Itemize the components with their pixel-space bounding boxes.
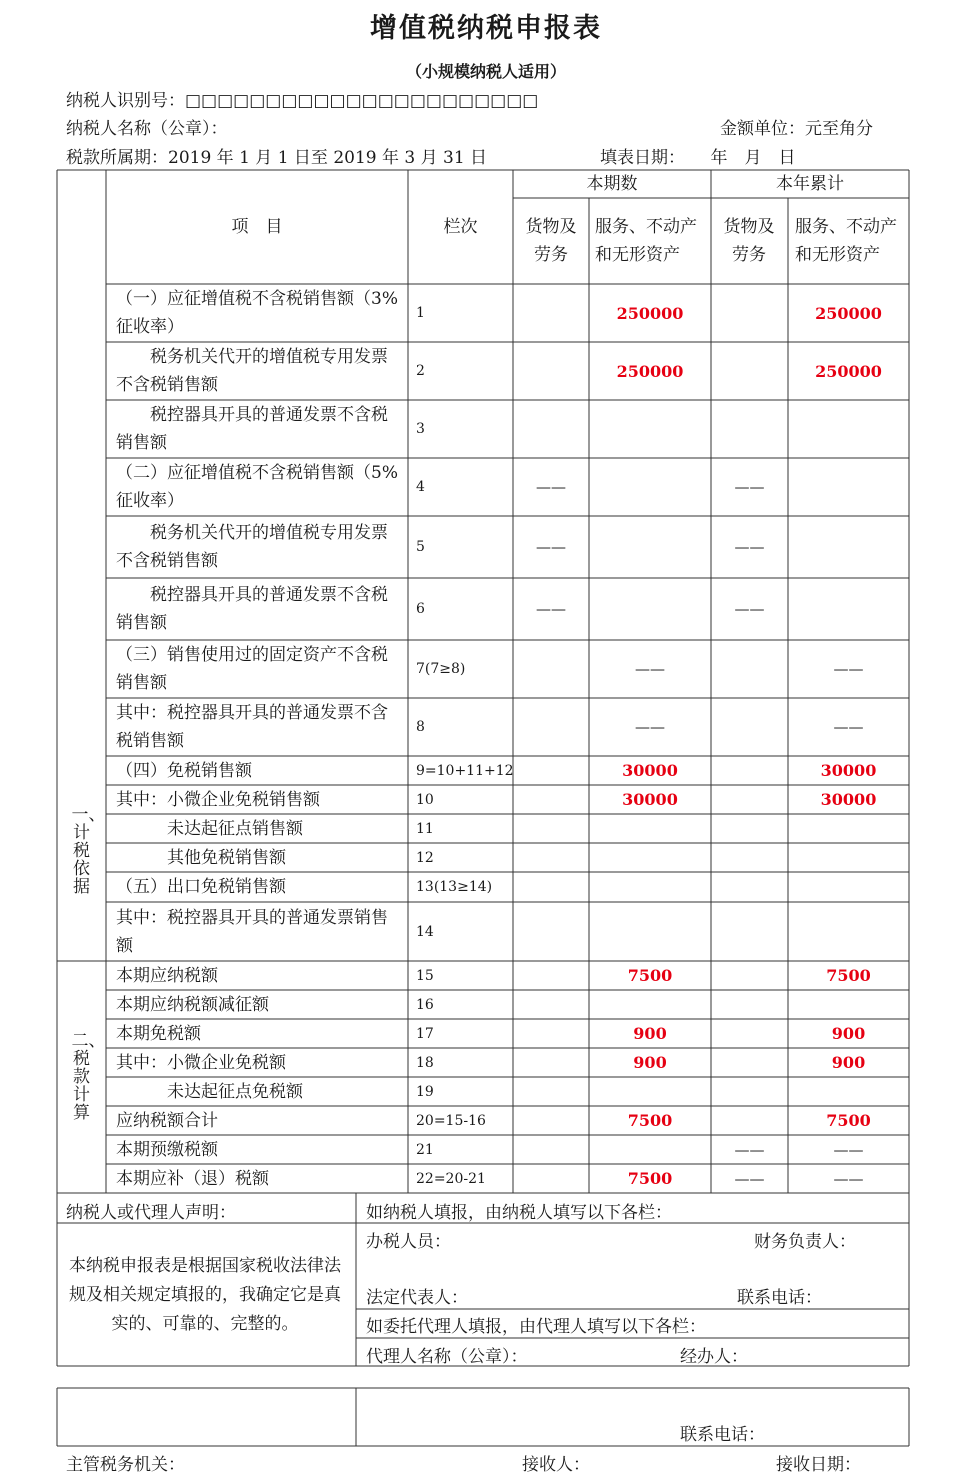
row-value-cur-goods: —— <box>536 538 566 556</box>
row-code: 5 <box>416 539 425 555</box>
row-code: 18 <box>416 1054 434 1071</box>
row-item-label: （四）免税销售额 <box>116 760 252 781</box>
row-code: 9=10+11+12 <box>416 762 514 779</box>
row-value-cur-svc: 250000 <box>616 361 684 381</box>
row-value-ytd-goods <box>711 1048 788 1077</box>
row-code: 1 <box>416 305 425 321</box>
row-value-ytd-goods <box>711 640 788 698</box>
row-value-cur-goods <box>513 785 589 814</box>
row-value-ytd-goods <box>711 872 788 902</box>
row-code: 2 <box>416 363 425 379</box>
row-value-ytd-goods <box>711 756 788 785</box>
row-item-label: 本期应补（退）税额 <box>116 1168 269 1189</box>
section-label-calc: 二、税款计算 <box>71 1031 106 1123</box>
row-value-ytd-goods <box>711 961 788 990</box>
section-basis-cell <box>57 170 106 961</box>
self-fill-instruction: 如纳税人填报，由纳税人填写以下各栏： <box>366 1203 672 1223</box>
row-value-ytd-goods <box>711 990 788 1019</box>
row-value-cur-goods <box>513 1048 589 1077</box>
taxpayer-id: 纳税人识别号：□□□□□□□□□□□□□□□□□□□□□□ <box>66 91 539 111</box>
row-value-cur-svc: 7500 <box>627 1111 673 1130</box>
row-code: 6 <box>416 601 425 617</box>
row-value-ytd-goods <box>711 284 788 342</box>
footer-phone-label: 联系电话： <box>680 1425 765 1445</box>
row-item-label: 其中：小微企业免税销售额 <box>116 789 320 810</box>
row-item-label: 其中：税控器具开具的普通发票销售额 <box>116 907 388 956</box>
row-value-ytd-svc: —— <box>833 718 864 736</box>
row-item-label: 税控器具开具的普通发票不含税销售额 <box>116 405 388 453</box>
row-code: 19 <box>416 1083 434 1100</box>
row-value-cur-svc: 7500 <box>627 966 673 985</box>
row-value-ytd-svc <box>788 843 909 872</box>
row-item-label: 本期预缴税额 <box>116 1139 218 1160</box>
row-code: 21 <box>416 1141 434 1158</box>
row-item-label: 本期应纳税额减征额 <box>116 994 269 1015</box>
row-value-ytd-svc: —— <box>833 1140 864 1159</box>
row-code: 8 <box>416 719 425 735</box>
row-value-cur-goods <box>513 400 589 458</box>
row-value-ytd-goods: —— <box>734 1140 765 1159</box>
column-header-services-current: 服务、不动产和无形资产 <box>595 217 697 265</box>
row-value-cur-svc: 900 <box>633 1024 667 1043</box>
row-value-cur-svc: 30000 <box>622 790 678 809</box>
row-code: 13(13≥14) <box>416 879 493 895</box>
row-code: 16 <box>416 996 434 1013</box>
row-value-cur-goods <box>513 640 589 698</box>
taxpayer-name: 纳税人名称（公章）： <box>66 119 228 139</box>
row-value-ytd-svc: 900 <box>831 1024 866 1043</box>
row-value-cur-svc <box>589 990 711 1019</box>
row-value-cur-svc <box>589 516 711 578</box>
column-header-item: 项 目 <box>231 217 283 237</box>
row-value-cur-svc: 250000 <box>616 303 684 323</box>
row-value-ytd-goods <box>711 1077 788 1106</box>
row-value-ytd-svc: 7500 <box>826 1111 871 1130</box>
currency-unit: 金额单位：元至角分 <box>720 119 873 139</box>
column-header-current-period: 本期数 <box>586 174 638 194</box>
row-item-label: 本期应纳税额 <box>116 965 218 986</box>
row-value-ytd-svc <box>788 1077 909 1106</box>
column-header-services-ytd: 服务、不动产和无形资产 <box>795 217 897 265</box>
row-code: 15 <box>416 967 434 984</box>
row-value-cur-svc <box>589 902 711 961</box>
declaration-label: 纳税人或代理人声明： <box>66 1203 236 1223</box>
form-subtitle: （小规模纳税人适用） <box>405 62 566 81</box>
row-value-ytd-goods <box>711 698 788 756</box>
row-value-ytd-svc <box>788 902 909 961</box>
row-value-cur-goods <box>513 342 589 400</box>
row-value-ytd-svc <box>788 990 909 1019</box>
row-value-ytd-svc <box>788 516 909 578</box>
agent-name-label: 代理人名称（公章）： <box>366 1347 528 1367</box>
row-value-ytd-goods <box>711 902 788 961</box>
row-value-ytd-svc <box>788 872 909 902</box>
row-value-cur-goods <box>513 698 589 756</box>
row-value-ytd-goods <box>711 814 788 843</box>
row-item-label: （一）应征增值税不含税销售额（3%征收率） <box>116 289 398 337</box>
tax-authority-label: 主管税务机关： <box>66 1455 185 1475</box>
row-value-cur-goods <box>513 756 589 785</box>
receive-date-label: 接收日期： <box>776 1455 861 1475</box>
row-value-cur-goods: —— <box>536 600 566 618</box>
row-value-cur-svc <box>589 1077 711 1106</box>
row-value-cur-svc <box>589 1135 711 1164</box>
row-code: 10 <box>416 791 434 808</box>
finance-head-label: 财务负责人： <box>754 1232 856 1252</box>
declaration-text: 本纳税申报表是根据国家税收法律法规及相关规定填报的，我确定它是真实的、可靠的、完整的。 <box>69 1255 341 1334</box>
form-title: 增值税纳税申报表 <box>370 13 602 44</box>
row-item-label: （二）应征增值税不含税销售额（5%征收率） <box>116 463 398 511</box>
row-value-cur-goods <box>513 872 589 902</box>
row-value-cur-goods <box>513 990 589 1019</box>
row-value-ytd-svc: 250000 <box>815 303 882 323</box>
row-value-ytd-svc: —— <box>833 660 864 678</box>
fill-date: 填表日期： 年 月 日 <box>600 148 796 168</box>
row-value-cur-goods <box>513 1019 589 1048</box>
phone-label: 联系电话： <box>737 1288 822 1308</box>
row-value-cur-goods <box>513 284 589 342</box>
row-value-cur-goods <box>513 902 589 961</box>
row-value-ytd-goods <box>711 1019 788 1048</box>
row-item-label: 未达起征点免税额 <box>116 1081 303 1102</box>
row-value-cur-goods <box>513 843 589 872</box>
row-value-ytd-goods: —— <box>734 478 765 496</box>
row-value-cur-svc <box>589 458 711 516</box>
row-value-ytd-goods <box>711 843 788 872</box>
row-value-ytd-goods <box>711 1106 788 1135</box>
row-value-cur-goods <box>513 1135 589 1164</box>
row-value-ytd-goods: —— <box>734 600 765 618</box>
row-value-ytd-svc: 250000 <box>815 361 882 381</box>
row-value-cur-goods: —— <box>536 478 566 496</box>
row-code: 4 <box>416 479 425 495</box>
row-code: 12 <box>416 849 434 866</box>
row-item-label: 本期免税额 <box>116 1023 201 1044</box>
row-item-label: 其中：小微企业免税额 <box>116 1052 286 1073</box>
row-item-label: 其他免税销售额 <box>116 847 286 868</box>
row-value-ytd-svc <box>788 400 909 458</box>
handler-label: 经办人： <box>680 1347 748 1367</box>
row-value-ytd-svc: 7500 <box>826 966 871 985</box>
row-item-label: 税务机关代开的增值税专用发票不含税销售额 <box>116 347 388 395</box>
row-code: 22=20-21 <box>416 1170 486 1187</box>
row-value-cur-svc <box>589 843 711 872</box>
row-value-cur-svc: —— <box>635 660 665 678</box>
receiver-label: 接收人： <box>522 1455 590 1475</box>
row-value-ytd-goods: —— <box>734 538 765 556</box>
row-code: 7(7≥8) <box>416 661 466 677</box>
row-value-ytd-svc: 30000 <box>820 790 877 809</box>
row-item-label: 应纳税额合计 <box>116 1110 218 1131</box>
section-label-basis: 一、计税依据 <box>71 804 106 897</box>
row-code: 14 <box>416 923 434 940</box>
row-value-ytd-svc: 30000 <box>820 761 877 780</box>
row-value-ytd-goods <box>711 342 788 400</box>
row-value-cur-goods <box>513 1164 589 1193</box>
row-item-label: （五）出口免税销售额 <box>116 877 286 897</box>
row-value-cur-svc <box>589 578 711 640</box>
row-value-ytd-svc <box>788 458 909 516</box>
row-value-ytd-svc <box>788 814 909 843</box>
row-value-cur-svc <box>589 872 711 902</box>
row-value-cur-svc: —— <box>635 718 665 736</box>
section-calc-cell <box>57 961 106 1193</box>
row-value-cur-goods <box>513 814 589 843</box>
row-value-cur-svc: 30000 <box>622 761 678 780</box>
row-value-cur-goods <box>513 1077 589 1106</box>
row-value-ytd-goods: —— <box>734 1169 765 1188</box>
column-header-year-cumulative: 本年累计 <box>776 174 844 194</box>
row-value-cur-svc <box>589 400 711 458</box>
row-code: 17 <box>416 1025 434 1042</box>
row-item-label: （三）销售使用过的固定资产不含税销售额 <box>116 645 388 693</box>
row-value-ytd-goods <box>711 785 788 814</box>
legal-rep-label: 法定代表人： <box>366 1288 468 1308</box>
row-code: 11 <box>416 820 434 837</box>
row-code: 3 <box>416 421 425 437</box>
tax-period: 税款所属期：2019 年 1 月 1 日至 2019 年 3 月 31 日 <box>66 148 488 168</box>
column-header-goods-current: 货物及劳务 <box>525 217 577 265</box>
row-value-ytd-svc <box>788 578 909 640</box>
row-item-label: 未达起征点销售额 <box>116 818 303 839</box>
row-value-cur-svc <box>589 814 711 843</box>
row-value-cur-goods <box>513 961 589 990</box>
row-value-ytd-goods <box>711 400 788 458</box>
column-header-goods-ytd: 货物及劳务 <box>723 217 775 265</box>
row-value-ytd-svc: 900 <box>831 1053 866 1072</box>
row-value-cur-svc: 7500 <box>627 1169 673 1188</box>
row-value-ytd-svc: —— <box>833 1169 864 1188</box>
row-value-cur-goods <box>513 1106 589 1135</box>
row-item-label: 税控器具开具的普通发票不含税销售额 <box>116 585 388 633</box>
column-header-code: 栏次 <box>443 217 478 237</box>
tax-officer-label: 办税人员： <box>366 1232 451 1252</box>
row-value-cur-svc: 900 <box>633 1053 667 1072</box>
row-item-label: 其中：税控器具开具的普通发票不含税销售额 <box>116 703 388 751</box>
row-code: 20=15-16 <box>416 1112 486 1129</box>
agent-fill-instruction: 如委托代理人填报，由代理人填写以下各栏： <box>366 1317 706 1337</box>
row-item-label: 税务机关代开的增值税专用发票不含税销售额 <box>116 523 388 571</box>
